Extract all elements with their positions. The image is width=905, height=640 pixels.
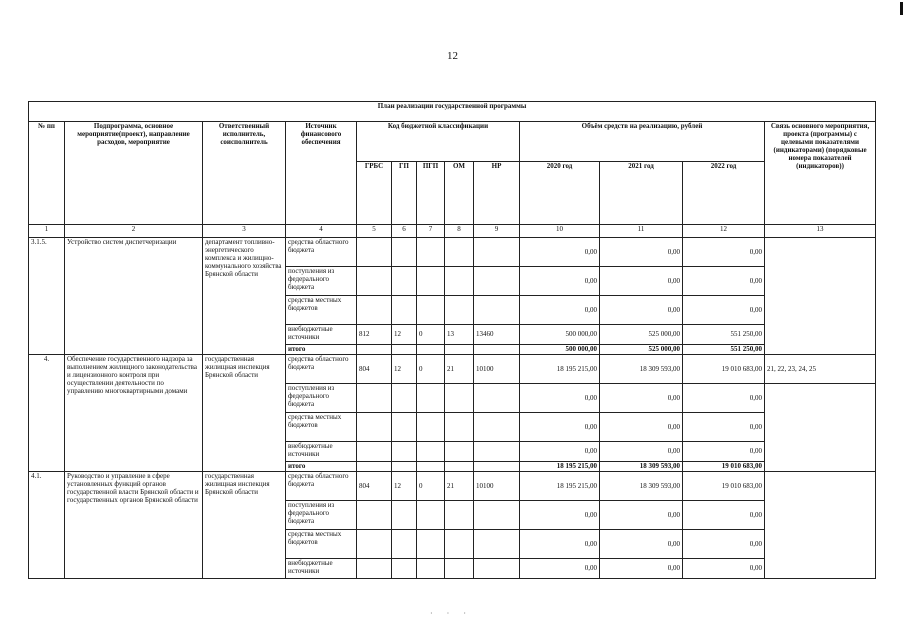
pgp-cell <box>417 559 445 579</box>
value-2021: 0,00 <box>600 384 683 413</box>
col-index: 11 <box>600 225 683 238</box>
section-name: Устройство систем диспетчеризации <box>65 238 203 355</box>
value-2021: 0,00 <box>600 559 683 579</box>
header-year-2021: 2021 год <box>600 162 683 225</box>
value-2022: 0,00 <box>683 267 765 296</box>
gp-cell <box>392 442 417 462</box>
om-cell <box>445 442 474 462</box>
section-name: Обеспечение государственного надзора за выполнением жилищного законодательства и лицензионного контроля при осуществлении деятельности по управлению многоквартирными домами <box>65 355 203 472</box>
om-cell: 21 <box>445 355 474 384</box>
table-row <box>29 355 876 384</box>
value-2020: 0,00 <box>520 384 600 413</box>
gp-cell: 12 <box>392 355 417 384</box>
gp-cell <box>392 267 417 296</box>
header-np: НР <box>474 162 520 225</box>
section-link <box>765 472 876 579</box>
source-cell: поступления из федерального бюджета <box>286 501 357 530</box>
value-2021: 18 309 593,00 <box>600 472 683 501</box>
total-2020: 500 000,00 <box>520 345 600 355</box>
grbs-cell: 804 <box>357 355 392 384</box>
value-2021: 0,00 <box>600 267 683 296</box>
om-cell: 13 <box>445 325 474 345</box>
header-year-2022: 2022 год <box>683 162 765 225</box>
np-cell <box>474 559 520 579</box>
source-cell: средства областного бюджета <box>286 238 357 267</box>
om-cell <box>445 384 474 413</box>
np-cell <box>474 238 520 267</box>
section-executor: государственная жилищная инспекция Брянской области <box>203 355 286 472</box>
header-source: Источник финансового обеспечения <box>286 122 357 225</box>
col-index: 2 <box>65 225 203 238</box>
om-cell: 21 <box>445 472 474 501</box>
pgp-cell <box>417 530 445 559</box>
value-2022: 0,00 <box>683 442 765 462</box>
value-2020: 18 195 215,00 <box>520 355 600 384</box>
value-2021: 0,00 <box>600 238 683 267</box>
section-number: 3.1.5. <box>29 238 65 355</box>
value-2022: 0,00 <box>683 296 765 325</box>
header-om: ОМ <box>445 162 474 225</box>
grbs-cell <box>357 384 392 413</box>
header-volume: Объём средств на реализацию, рублей <box>520 122 765 162</box>
np-cell: 10100 <box>474 472 520 501</box>
source-cell: поступления из федерального бюджета <box>286 384 357 413</box>
grbs-cell <box>357 501 392 530</box>
grbs-cell <box>357 442 392 462</box>
total-2021: 18 309 593,00 <box>600 462 683 472</box>
header-program: Подпрограмма, основное мероприятие(проект), направление расходов, мероприятие <box>65 122 203 225</box>
col-index: 10 <box>520 225 600 238</box>
section-link: 21, 22, 23, 24, 25 <box>765 355 876 384</box>
value-2022: 0,00 <box>683 384 765 413</box>
gp-cell <box>392 413 417 442</box>
page-number: 12 <box>447 50 458 62</box>
scan-edge-mark <box>900 2 903 15</box>
gp-cell <box>392 530 417 559</box>
col-index: 3 <box>203 225 286 238</box>
value-2021: 525 000,00 <box>600 325 683 345</box>
value-2020: 0,00 <box>520 296 600 325</box>
header-pgp: ПГП <box>417 162 445 225</box>
gp-cell <box>392 238 417 267</box>
col-index: 4 <box>286 225 357 238</box>
column-index-row <box>29 225 876 238</box>
np-cell <box>474 296 520 325</box>
scan-artifact: · · · <box>430 609 472 618</box>
section-number: 4. <box>29 355 65 472</box>
np-cell: 10100 <box>474 355 520 384</box>
pgp-cell: 0 <box>417 355 445 384</box>
header-gp: ГП <box>392 162 417 225</box>
value-2020: 0,00 <box>520 501 600 530</box>
grbs-cell <box>357 559 392 579</box>
value-2022: 551 250,00 <box>683 325 765 345</box>
pgp-cell <box>417 413 445 442</box>
value-2021: 0,00 <box>600 501 683 530</box>
value-2021: 0,00 <box>600 530 683 559</box>
np-cell <box>474 501 520 530</box>
table-row <box>29 472 876 501</box>
om-cell <box>445 413 474 442</box>
grbs-cell: 812 <box>357 325 392 345</box>
om-cell <box>445 559 474 579</box>
grbs-cell <box>357 530 392 559</box>
table-title: План реализации государственной программы <box>29 102 876 122</box>
value-2022: 0,00 <box>683 501 765 530</box>
header-grbs: ГРБС <box>357 162 392 225</box>
value-2021: 0,00 <box>600 442 683 462</box>
pgp-cell <box>417 267 445 296</box>
total-2022: 19 010 683,00 <box>683 462 765 472</box>
pgp-cell <box>417 296 445 325</box>
value-2021: 0,00 <box>600 296 683 325</box>
table-row <box>29 238 876 267</box>
source-total-label: итого <box>286 462 357 472</box>
pgp-cell: 0 <box>417 325 445 345</box>
col-index: 13 <box>765 225 876 238</box>
value-2020: 0,00 <box>520 530 600 559</box>
grbs-cell: 804 <box>357 472 392 501</box>
gp-cell <box>392 384 417 413</box>
section-link <box>765 238 876 355</box>
gp-cell <box>392 296 417 325</box>
np-cell <box>474 442 520 462</box>
value-2022: 19 010 683,00 <box>683 355 765 384</box>
value-2020: 500 000,00 <box>520 325 600 345</box>
source-cell: средства местных бюджетов <box>286 413 357 442</box>
total-2021: 525 000,00 <box>600 345 683 355</box>
source-cell: средства областного бюджета <box>286 472 357 501</box>
source-cell: средства местных бюджетов <box>286 530 357 559</box>
value-2021: 18 309 593,00 <box>600 355 683 384</box>
value-2020: 0,00 <box>520 442 600 462</box>
np-cell <box>474 267 520 296</box>
pgp-cell <box>417 238 445 267</box>
program-plan-table <box>28 101 876 579</box>
header-budget-code: Код бюджетной классификации <box>357 122 520 162</box>
value-2020: 0,00 <box>520 267 600 296</box>
col-index: 7 <box>417 225 445 238</box>
gp-cell: 12 <box>392 325 417 345</box>
source-cell: средства областного бюджета <box>286 355 357 384</box>
value-2020: 0,00 <box>520 238 600 267</box>
source-cell: внебюджетные источники <box>286 325 357 345</box>
value-2020: 0,00 <box>520 559 600 579</box>
pgp-cell <box>417 442 445 462</box>
col-index: 9 <box>474 225 520 238</box>
header-link: Связь основного мероприятия, проекта (программы) с целевыми показателями (индикаторами) (порядковые номера показателей (индикаторов)) <box>765 122 876 225</box>
col-index: 6 <box>392 225 417 238</box>
source-total-label: итого <box>286 345 357 355</box>
om-cell <box>445 267 474 296</box>
section-executor: департамент топливно-энергетического комплекса и жилищно-коммунального хозяйства Брянской области <box>203 238 286 355</box>
source-cell: внебюджетные источники <box>286 559 357 579</box>
grbs-cell <box>357 238 392 267</box>
value-2022: 0,00 <box>683 413 765 442</box>
np-cell <box>474 384 520 413</box>
header-year-2020: 2020 год <box>520 162 600 225</box>
value-2022: 0,00 <box>683 238 765 267</box>
col-index: 1 <box>29 225 65 238</box>
source-cell: поступления из федерального бюджета <box>286 267 357 296</box>
section-executor: государственная жилищная инспекция Брянской области <box>203 472 286 579</box>
gp-cell <box>392 559 417 579</box>
np-cell <box>474 413 520 442</box>
np-cell: 13460 <box>474 325 520 345</box>
grbs-cell <box>357 296 392 325</box>
source-cell: внебюджетные источники <box>286 442 357 462</box>
om-cell <box>445 238 474 267</box>
header-no: № пп <box>29 122 65 225</box>
section-number: 4.1. <box>29 472 65 579</box>
col-index: 5 <box>357 225 392 238</box>
col-index: 12 <box>683 225 765 238</box>
value-2022: 0,00 <box>683 530 765 559</box>
source-cell: средства местных бюджетов <box>286 296 357 325</box>
pgp-cell <box>417 501 445 530</box>
col-index: 8 <box>445 225 474 238</box>
total-2020: 18 195 215,00 <box>520 462 600 472</box>
value-2021: 0,00 <box>600 413 683 442</box>
value-2022: 0,00 <box>683 559 765 579</box>
value-2020: 0,00 <box>520 413 600 442</box>
value-2022: 19 010 683,00 <box>683 472 765 501</box>
om-cell <box>445 501 474 530</box>
section-name: Руководство и управление в сфере установленных функций органов государственной власти Брянской области и государственных органов Брянской области <box>65 472 203 579</box>
grbs-cell <box>357 267 392 296</box>
pgp-cell <box>417 384 445 413</box>
gp-cell <box>392 501 417 530</box>
value-2020: 18 195 215,00 <box>520 472 600 501</box>
header-executor: Ответственный исполнитель, соисполнитель <box>203 122 286 225</box>
pgp-cell: 0 <box>417 472 445 501</box>
gp-cell: 12 <box>392 472 417 501</box>
om-cell <box>445 530 474 559</box>
np-cell <box>474 530 520 559</box>
total-2022: 551 250,00 <box>683 345 765 355</box>
grbs-cell <box>357 413 392 442</box>
om-cell <box>445 296 474 325</box>
